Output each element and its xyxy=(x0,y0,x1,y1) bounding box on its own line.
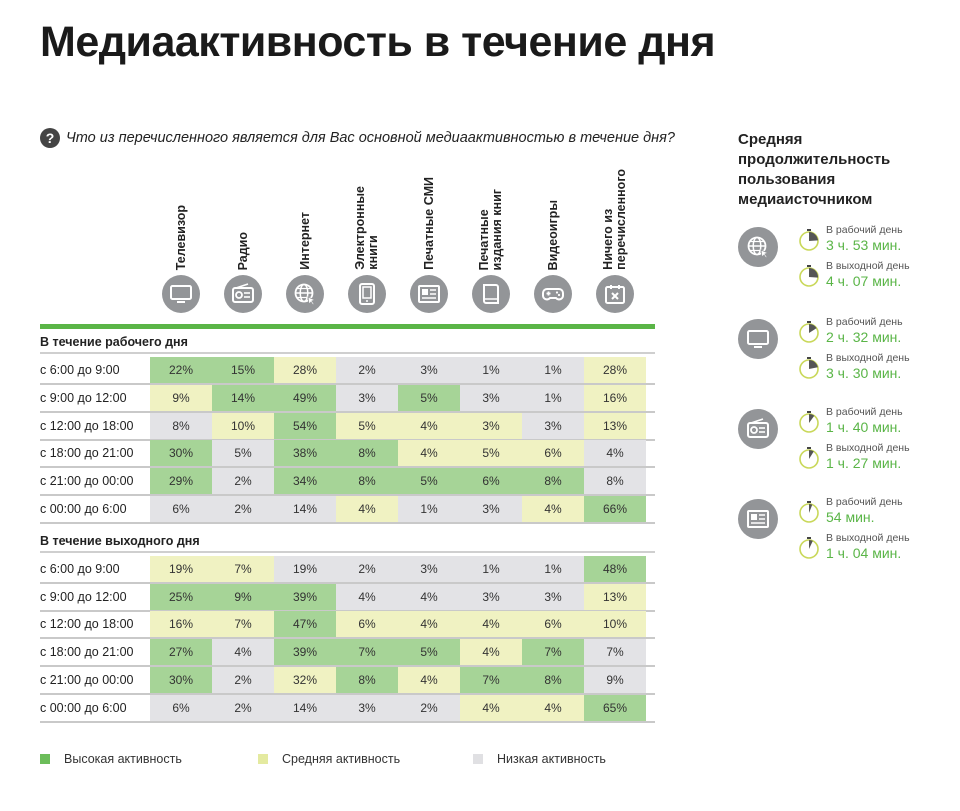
column-label xyxy=(584,160,646,270)
table-cell: 19% xyxy=(274,556,336,582)
table-cell: 4% xyxy=(398,584,460,610)
weekend-label: В выходной день xyxy=(826,260,910,272)
legend-item xyxy=(40,752,182,766)
table-cell: 65% xyxy=(584,695,646,721)
timer-icon xyxy=(797,446,821,470)
legend-label: Высокая активность xyxy=(64,752,182,766)
table-cell: 39% xyxy=(274,639,336,665)
table-cell: 54% xyxy=(274,413,336,439)
table-cell: 19% xyxy=(150,556,212,582)
side-title-line: продолжительность xyxy=(738,151,891,168)
table-cell: 9% xyxy=(212,584,274,610)
table-cell: 1% xyxy=(522,385,584,411)
table-cell: 3% xyxy=(460,413,522,439)
table-cell: 4% xyxy=(460,611,522,637)
column-label-text: Печатные издания книг xyxy=(477,188,504,270)
section-divider xyxy=(40,551,655,553)
column-label xyxy=(460,160,522,270)
table-cell: 29% xyxy=(150,468,212,494)
table-cell: 8% xyxy=(336,468,398,494)
table-cell: 6% xyxy=(522,611,584,637)
table-cell: 14% xyxy=(274,695,336,721)
column-label-text: Печатные СМИ xyxy=(421,177,436,270)
table-cell: 28% xyxy=(274,357,336,383)
table-cell: 3% xyxy=(460,385,522,411)
timer-icon xyxy=(797,356,821,380)
table-cell: 3% xyxy=(522,584,584,610)
table-cell: 3% xyxy=(522,413,584,439)
column-label xyxy=(522,160,584,270)
table-cell: 16% xyxy=(584,385,646,411)
table-row xyxy=(40,639,655,665)
table-cell: 38% xyxy=(274,440,336,466)
row-divider xyxy=(40,721,655,723)
table-cell: 6% xyxy=(336,611,398,637)
table-cell: 27% xyxy=(150,639,212,665)
row-label: с 9:00 до 12:00 xyxy=(40,589,127,604)
table-cell: 1% xyxy=(398,496,460,522)
table-cell: 4% xyxy=(336,584,398,610)
timer-icon xyxy=(797,536,821,560)
tv-icon xyxy=(738,319,778,359)
table-row xyxy=(40,611,655,637)
table-cell: 6% xyxy=(150,695,212,721)
table-cell: 7% xyxy=(584,639,646,665)
table-cell: 6% xyxy=(522,440,584,466)
row-label: с 18:00 до 21:00 xyxy=(40,446,134,461)
table-cell: 8% xyxy=(522,468,584,494)
timer-icon xyxy=(797,320,821,344)
table-cell: 4% xyxy=(522,695,584,721)
timer-icon xyxy=(797,228,821,252)
table-cell: 9% xyxy=(150,385,212,411)
table-cell: 4% xyxy=(398,667,460,693)
table-cell: 48% xyxy=(584,556,646,582)
table-cell: 49% xyxy=(274,385,336,411)
table-cell: 28% xyxy=(584,357,646,383)
row-label: с 00:00 до 6:00 xyxy=(40,700,127,715)
table-cell: 5% xyxy=(460,440,522,466)
table-cell: 5% xyxy=(398,468,460,494)
table-cell: 16% xyxy=(150,611,212,637)
column-label-text: Радио xyxy=(235,231,250,270)
tv-icon xyxy=(162,275,200,313)
table-cell: 4% xyxy=(398,413,460,439)
table-cell: 2% xyxy=(212,496,274,522)
table-cell: 4% xyxy=(212,639,274,665)
column-label-text: Телевизор xyxy=(173,204,188,270)
column-header xyxy=(398,160,460,320)
table-cell: 5% xyxy=(336,413,398,439)
row-label: с 21:00 до 00:00 xyxy=(40,673,134,687)
workday-label: В рабочий день xyxy=(826,316,903,328)
table-cell: 30% xyxy=(150,440,212,466)
table-cell: 5% xyxy=(398,385,460,411)
table-cell: 5% xyxy=(212,440,274,466)
row-label: с 6:00 до 9:00 xyxy=(40,561,120,576)
table-cell: 3% xyxy=(336,695,398,721)
timer-icon xyxy=(797,410,821,434)
book-icon xyxy=(472,275,510,313)
table-cell: 6% xyxy=(150,496,212,522)
side-title-line: медиаисточником xyxy=(738,191,873,208)
table-cell: 1% xyxy=(522,357,584,383)
workday-label: В рабочий день xyxy=(826,406,903,418)
table-cell: 4% xyxy=(336,496,398,522)
table-cell: 14% xyxy=(274,496,336,522)
weekend-value: 1 ч. 27 мин. xyxy=(826,455,902,471)
column-header xyxy=(336,160,398,320)
gamepad-icon xyxy=(534,275,572,313)
table-cell: 15% xyxy=(212,357,274,383)
table-cell: 8% xyxy=(522,667,584,693)
table-cell: 32% xyxy=(274,667,336,693)
table-cell: 66% xyxy=(584,496,646,522)
column-label-text: Интернет xyxy=(297,212,312,270)
legend-item xyxy=(473,752,606,766)
column-label xyxy=(336,160,398,270)
table-cell: 3% xyxy=(336,385,398,411)
table-row xyxy=(40,357,655,383)
table-row xyxy=(40,385,655,411)
table-cell: 4% xyxy=(460,695,522,721)
table-cell: 2% xyxy=(336,556,398,582)
header-divider xyxy=(40,324,655,329)
timer-icon xyxy=(797,264,821,288)
table-cell: 4% xyxy=(460,639,522,665)
legend-swatch xyxy=(40,754,50,764)
table-cell: 22% xyxy=(150,357,212,383)
column-header xyxy=(212,160,274,320)
workday-value: 1 ч. 40 мин. xyxy=(826,419,902,435)
table-cell: 1% xyxy=(522,556,584,582)
table-cell: 1% xyxy=(460,556,522,582)
table-cell: 30% xyxy=(150,667,212,693)
column-label-text: Видеоигры xyxy=(545,199,560,270)
workday-value: 54 мин. xyxy=(826,509,875,525)
table-cell: 4% xyxy=(398,611,460,637)
workday-label: В рабочий день xyxy=(826,496,903,508)
table-cell: 25% xyxy=(150,584,212,610)
legend-label: Средняя активность xyxy=(282,752,401,766)
table-cell: 7% xyxy=(522,639,584,665)
section-title: В течение рабочего дня xyxy=(40,335,188,349)
column-label xyxy=(274,160,336,270)
table-cell: 3% xyxy=(460,584,522,610)
radio-icon xyxy=(224,275,262,313)
column-label-text: Ничего из перечисленного xyxy=(601,169,628,270)
weekend-label: В выходной день xyxy=(826,532,910,544)
table-cell: 47% xyxy=(274,611,336,637)
row-label: с 21:00 до 00:00 xyxy=(40,474,134,489)
legend-swatch xyxy=(258,754,268,764)
table-cell: 3% xyxy=(398,357,460,383)
legend-swatch xyxy=(473,754,483,764)
table-cell: 7% xyxy=(336,639,398,665)
column-label xyxy=(150,160,212,270)
table-cell: 14% xyxy=(212,385,274,411)
calendar-x-icon xyxy=(596,275,634,313)
row-label: с 6:00 до 9:00 xyxy=(40,363,120,377)
weekend-label: В выходной день xyxy=(826,442,910,454)
table-cell: 5% xyxy=(398,639,460,665)
table-cell: 39% xyxy=(274,584,336,610)
table-cell: 7% xyxy=(212,556,274,582)
table-cell: 13% xyxy=(584,584,646,610)
side-title-line: пользования xyxy=(738,171,836,188)
table-cell: 7% xyxy=(212,611,274,637)
table-cell: 3% xyxy=(460,496,522,522)
table-cell: 13% xyxy=(584,413,646,439)
column-label xyxy=(212,160,274,270)
column-header xyxy=(584,160,646,320)
table-cell: 2% xyxy=(398,695,460,721)
table-row xyxy=(40,468,655,494)
section-divider xyxy=(40,352,655,354)
column-header xyxy=(150,160,212,320)
table-row xyxy=(40,556,655,582)
table-cell: 8% xyxy=(336,667,398,693)
globe-icon xyxy=(286,275,324,313)
table-cell: 2% xyxy=(212,667,274,693)
row-label: с 00:00 до 6:00 xyxy=(40,502,127,516)
column-label xyxy=(398,160,460,270)
table-row xyxy=(40,584,655,610)
table-cell: 7% xyxy=(460,667,522,693)
row-divider xyxy=(40,522,655,524)
table-row xyxy=(40,667,655,693)
table-cell: 2% xyxy=(336,357,398,383)
workday-value: 2 ч. 32 мин. xyxy=(826,329,902,345)
table-cell: 8% xyxy=(584,468,646,494)
workday-value: 3 ч. 53 мин. xyxy=(826,237,902,253)
column-header xyxy=(460,160,522,320)
newspaper-icon xyxy=(410,275,448,313)
table-cell: 34% xyxy=(274,468,336,494)
weekend-value: 4 ч. 07 мин. xyxy=(826,273,902,289)
side-title-line: Средняя xyxy=(738,131,803,148)
table-cell: 2% xyxy=(212,468,274,494)
ebook-icon xyxy=(348,275,386,313)
row-label: с 12:00 до 18:00 xyxy=(40,418,134,433)
question xyxy=(40,128,675,148)
column-label-text: Электронные книги xyxy=(353,186,380,270)
table-row xyxy=(40,440,655,466)
table-cell: 4% xyxy=(398,440,460,466)
table-cell: 3% xyxy=(398,556,460,582)
workday-label: В рабочий день xyxy=(826,224,903,236)
question-text: Что из перечисленного является для Вас основной медиаактивностью в течение дня? xyxy=(66,130,675,146)
column-header xyxy=(522,160,584,320)
timer-icon xyxy=(797,500,821,524)
table-cell: 4% xyxy=(522,496,584,522)
table-cell: 6% xyxy=(460,468,522,494)
table-cell: 2% xyxy=(212,695,274,721)
question-icon: ? xyxy=(40,128,60,148)
legend-item xyxy=(258,752,400,766)
table-cell: 8% xyxy=(336,440,398,466)
legend-label: Низкая активность xyxy=(497,752,606,766)
table-row xyxy=(40,413,655,439)
globe-icon xyxy=(738,227,778,267)
table-cell: 10% xyxy=(212,413,274,439)
radio-icon xyxy=(738,409,778,449)
weekend-value: 3 ч. 30 мин. xyxy=(826,365,902,381)
page-title: Медиаактивность в течение дня xyxy=(40,18,716,66)
newspaper-icon xyxy=(738,499,778,539)
table-cell: 8% xyxy=(150,413,212,439)
table-cell: 9% xyxy=(584,667,646,693)
table-cell: 1% xyxy=(460,357,522,383)
row-label: с 12:00 до 18:00 xyxy=(40,617,134,632)
table-row xyxy=(40,695,655,721)
table-cell: 4% xyxy=(584,440,646,466)
weekend-label: В выходной день xyxy=(826,352,910,364)
row-label: с 18:00 до 21:00 xyxy=(40,645,134,660)
section-title: В течение выходного дня xyxy=(40,533,200,548)
row-label: с 9:00 до 12:00 xyxy=(40,390,127,405)
weekend-value: 1 ч. 04 мин. xyxy=(826,545,902,561)
table-row xyxy=(40,496,655,522)
column-header xyxy=(274,160,336,320)
table-cell: 10% xyxy=(584,611,646,637)
side-title xyxy=(738,130,890,210)
